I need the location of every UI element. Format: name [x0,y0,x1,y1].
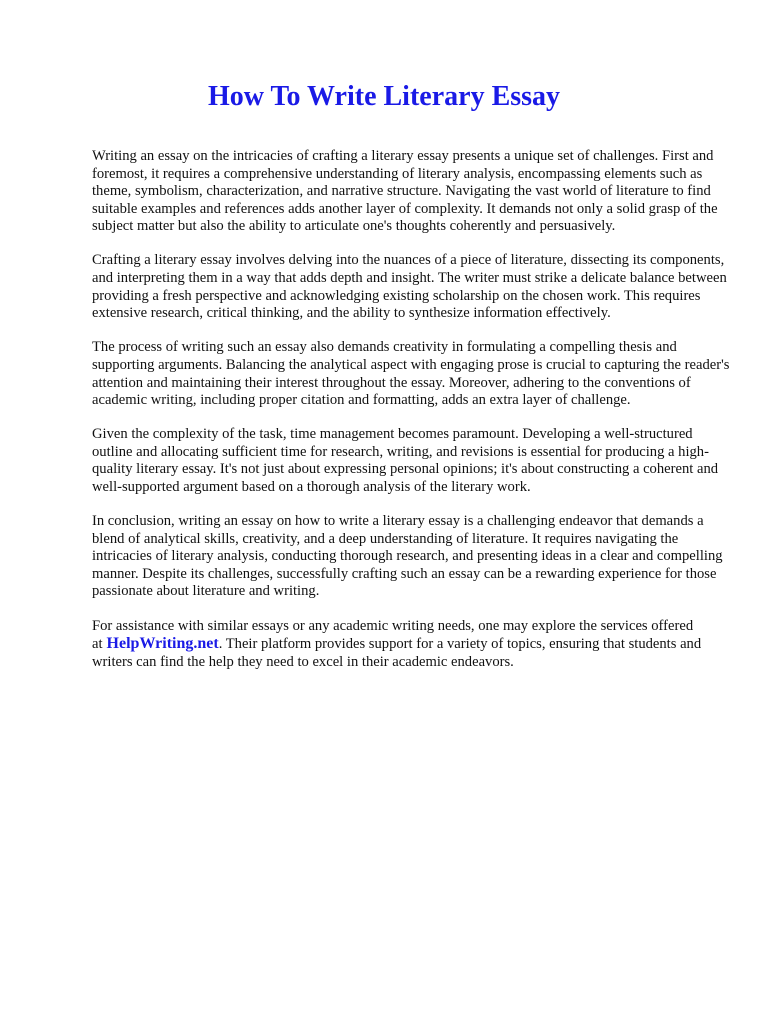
paragraph-5: In conclusion, writing an essay on how to write a literary essay is a challenging endeavor that demands a blend of analytical skills, creativity, and a deep understanding of literature. It requires navigating the intricacies of literary analysis, conducting thorough research, and presenting ideas in a clear and compelling manner. Despite its challenges, successfully crafting such an essay can be a rewarding experience for those passionate about literature and writing. [92,513,723,600]
helpwriting-link[interactable]: HelpWriting.net [106,635,219,653]
page-title: How To Write Literary Essay [207,81,561,112]
closing-text-before-link: For assistance with similar essays or any academic writing needs, one may explore the services offered at [92,617,694,653]
paragraph-3: The process of writing such an essay also demands creativity in formulating a compelling thesis and supporting arguments. Balancing the analytical aspect with engaging prose is crucial to capturing the reader's attention and maintaining their interest throughout the essay. Moreover, adhering to the conventions of academic writing, including proper citation and formatting, adds an extra layer of challenge. [92,339,730,409]
closing-paragraph [92,618,732,672]
closing-text-after-link: . Their platform provides support for a variety of topics, ensuring that students and writers can find the help they need to excel in their academic endeavors. [92,636,702,670]
paragraph-1: Writing an essay on the intricacies of crafting a literary essay presents a unique set of challenges. First and foremost, it requires a comprehensive understanding of literary analysis, encompassing elements such as theme, symbolism, characterization, and narrative structure. Navigating the vast world of literature to find suitable examples and references adds another layer of complexity. It demands not only a solid grasp of the subject matter but also the ability to articulate one's thoughts coherently and persuasively. [92,148,718,235]
essay-body [92,148,732,688]
paragraph-4: Given the complexity of the task, time management becomes paramount. Developing a well-structured outline and allocating sufficient time for research, writing, and revisions is essential for producing a high-quality literary essay. It's not just about expressing personal opinions; it's about constructing a coherent and well-supported argument based on a thorough analysis of the literary work. [92,426,719,495]
paragraph-2: Crafting a literary essay involves delving into the nuances of a piece of literature, dissecting its components, and interpreting them in a way that adds depth and insight. The writer must strike a delicate balance between providing a fresh perspective and acknowledging existing scholarship on the chosen work. This requires extensive research, critical thinking, and the ability to synthesize information effectively. [92,252,727,322]
